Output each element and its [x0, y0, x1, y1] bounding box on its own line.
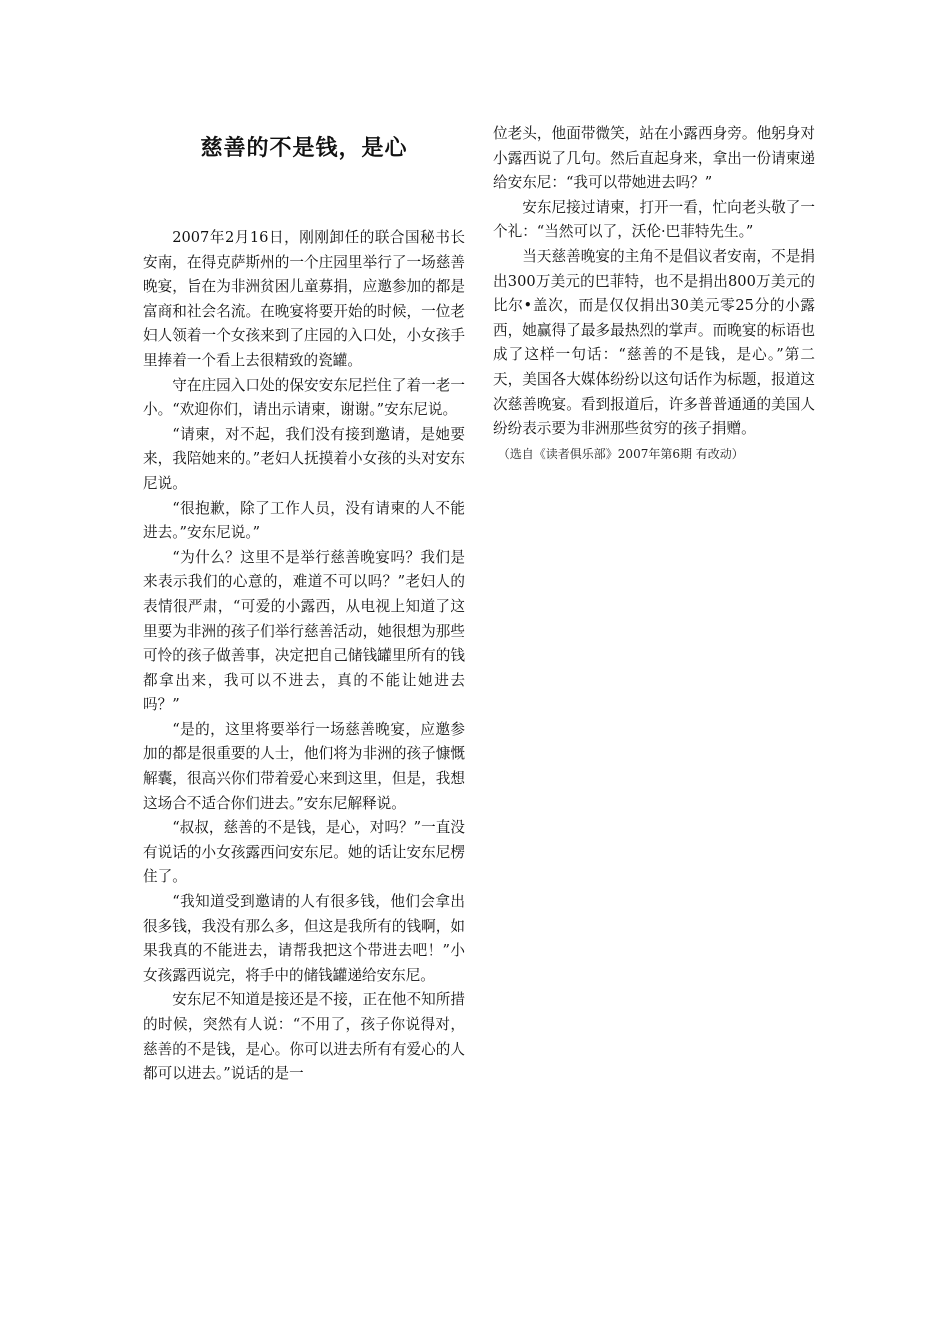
left-column — [143, 128, 465, 1087]
article-title: 慈善的不是钱，是心 — [200, 135, 408, 161]
source-note: （选自《读者俱乐部》2007年第6期 有改动） — [497, 446, 744, 461]
paragraph-uncle: “叔叔，慈善的不是钱，是心，对吗？”一直没有说话的小女孩露西问安东尼。她的话让安东尼楞住了。 — [143, 819, 465, 886]
right-column — [493, 122, 815, 466]
paragraph-buffett: 安东尼接过请柬，打开一看，忙向老头敬了一个礼：“当然可以了，沃伦·巴菲特先生。” — [493, 198, 815, 241]
paragraph-explain: “是的，这里将要举行一场慈善晚宴，应邀参加的都是很重要的人士，他们将为非洲的孩子慷慨解囊，很高兴你们带着爱心来到这里，但是，我想这场合不适合你们进去。”安东尼解释说。 — [143, 720, 465, 812]
paragraph-lucy: “我知道受到邀请的人有很多钱，他们会拿出很多钱，我没有那么多，但这是我所有的钱啊，如果我真的不能进去，请帮我把这个带进去吧！”小女孩露西说完，将手中的储钱罐递给安东尼。 — [143, 893, 465, 984]
paragraph-sorry: “很抱歉，除了工作人员，没有请柬的人不能进去。”安东尼说。” — [143, 499, 465, 542]
paragraph-guard: 守在庄园入口处的保安安东尼拦住了着一老一小。“欢迎你们，请出示请柬，谢谢。”安东尼说。 — [143, 376, 465, 419]
paragraph-continuation: 位老头，他面带微笑，站在小露西身旁。他躬身对小露西说了几句。然后直起身来，拿出一份请柬递给安东尼：“我可以带她进去吗？” — [493, 125, 815, 192]
paragraph-why: “为什么？这里不是举行慈善晚宴吗？我们是来表示我们的心意的，难道不可以吗？”老妇人的表情很严肃，“可爱的小露西，从电视上知道了这里要为非洲的孩子们举行慈善活动，她很想为那些可怜的孩子做善事，决定把自己储钱罐里所有的钱都拿出来，我可以不进去，真的不能让她进去吗？” — [143, 548, 465, 714]
paragraph-conclusion: 当天慈善晚宴的主角不是倡议者安南，不是捐出300万美元的巴菲特，也不是捐出800万美元的比尔•盖次，而是仅仅捐出30美元零25分的小露西，她赢得了最多最热烈的掌声。而晚宴的标语也成了这样一句话：“慈善的不是钱，是心。”第二天，美国各大媒体纷纷以这句话作为标题，报道这次慈善晚宴。看到报道后，许多普普通通的美国人纷纷表示要为非洲那些贫穷的孩子捐赠。 — [493, 247, 815, 438]
paragraph-old-man: 安东尼不知道是接还是不接，正在他不知所措的时候，突然有人说：“不用了，孩子你说得对，慈善的不是钱，是心。你可以进去所有有爱心的人都可以进去。”说话的是一 — [143, 991, 465, 1083]
paragraph-invitation: “请柬，对不起，我们没有接到邀请，是她要来，我陪她来的。”老妇人抚摸着小女孩的头对安东尼说。 — [143, 425, 465, 492]
paragraph-intro: 2007年2月16日，刚刚卸任的联合国秘书长安南，在得克萨斯州的一个庄园里举行了一场慈善晚宴，旨在为非洲贫困儿童募捐，应邀参加的都是富商和社会名流。在晚宴将要开始的时候，一位老妇人领着一个女孩来到了庄园的入口处，小女孩手里捧着一个看上去很精致的瓷罐。 — [143, 229, 465, 369]
